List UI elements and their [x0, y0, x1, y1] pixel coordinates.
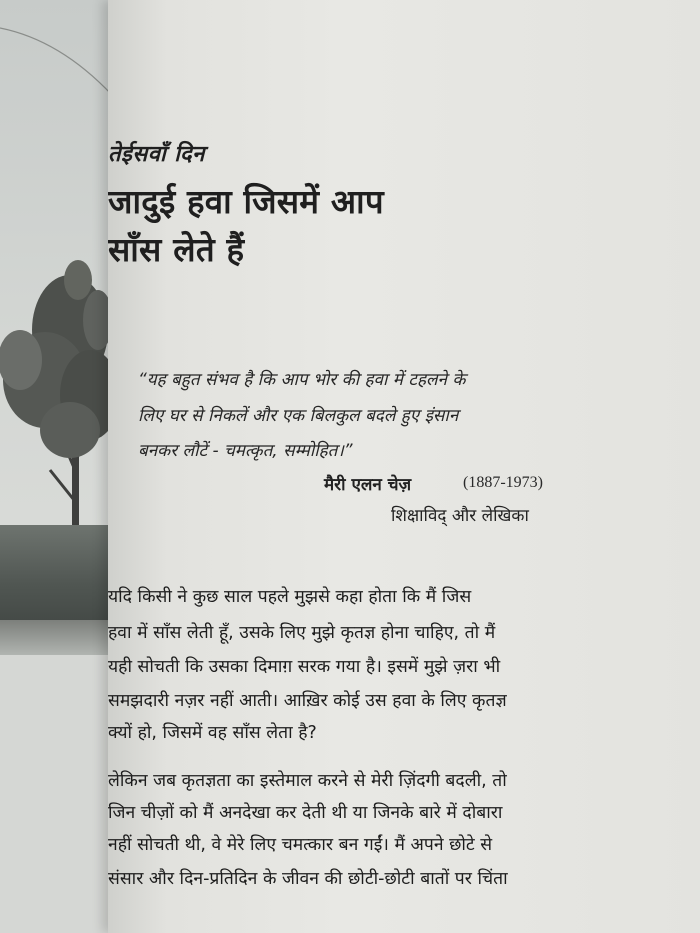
quote-line-1: “यह बहुत संभव है कि आप भोर की हवा में टहलने के — [138, 370, 466, 390]
quote-author-role: शिक्षाविद् और लेखिका — [391, 506, 529, 526]
quote-author: मैरी एलन चेज़ — [324, 475, 412, 495]
photo-lower-area — [0, 655, 118, 933]
chapter-title-line-2: साँस लेते हैं — [108, 230, 245, 269]
body-line-5: क्यों हो, जिसमें वह साँस लेता है? — [108, 723, 317, 743]
body-line-7: जिन चीज़ों को मैं अनदेखा कर देती थी या जिनके बारे में दोबारा — [108, 803, 503, 823]
quote-line-3: बनकर लौटें - चमत्कृत, सम्मोहित।” — [138, 441, 353, 461]
body-line-6: लेकिन जब कृतज्ञता का इस्तेमाल करने से मेरी ज़िंदगी बदली, तो — [108, 771, 507, 791]
quote-author-years: (1887-1973) — [463, 474, 543, 491]
body-line-8: नहीं सोचती थी, वे मेरे लिए चमत्कार बन गईं। मैं अपने छोटे से — [108, 835, 493, 855]
day-label: तेईसवाँ दिन — [108, 142, 205, 167]
chapter-title-line-1: जादुई हवा जिसमें आप — [108, 182, 384, 221]
right-page — [108, 0, 700, 933]
body-line-2: हवा में साँस लेती हूँ, उसके लिए मुझे कृतज्ञ होना चाहिए, तो मैं — [108, 623, 496, 643]
body-line-3: यही सोचती कि उसका दिमाग़ सरक गया है। इसमें मुझे ज़रा भी — [108, 657, 501, 677]
body-line-4: समझदारी नज़र नहीं आती। आख़िर कोई उस हवा के लिए कृतज्ञ — [108, 691, 507, 711]
left-page-photo — [0, 0, 118, 933]
quote-line-2: लिए घर से निकलें और एक बिलकुल बदले हुए इंसान — [138, 406, 459, 426]
photo-grass — [0, 620, 118, 660]
body-line-9: संसार और दिन-प्रतिदिन के जीवन की छोटी-छोटी बातों पर चिंता — [108, 869, 508, 889]
body-line-1: यदि किसी ने कुछ साल पहले मुझसे कहा होता कि मैं जिस — [108, 587, 472, 607]
